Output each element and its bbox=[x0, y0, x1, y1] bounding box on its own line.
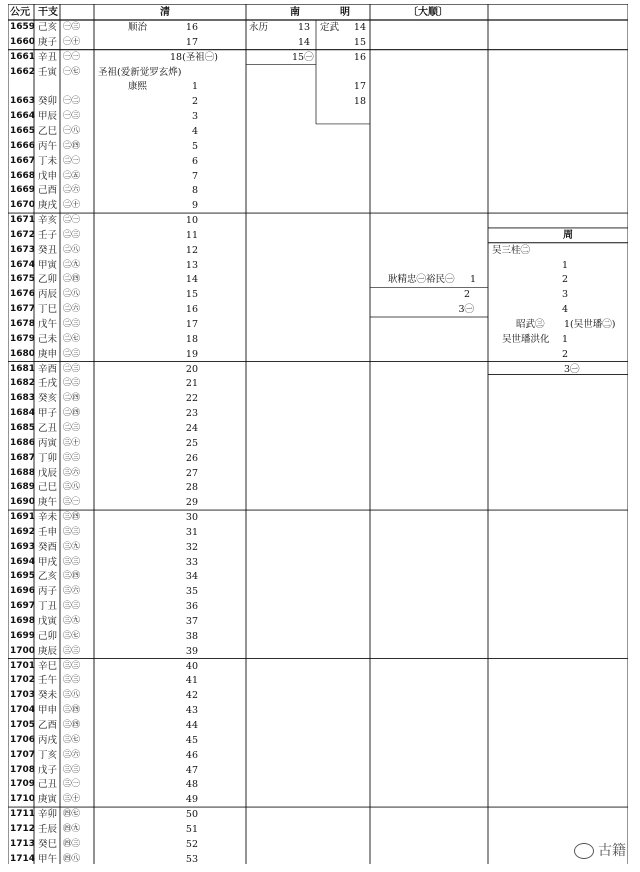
ganzhi-cell: 甲寅 bbox=[38, 259, 58, 271]
cycle-marker-cell: ㊁㊅ bbox=[63, 304, 81, 315]
cycle-marker-cell: ㊂㊂ bbox=[63, 556, 81, 567]
year-cell: 1666 bbox=[10, 140, 36, 151]
qing-kangxi-year: 32 bbox=[185, 541, 198, 553]
ganzhi-cell: 戊辰 bbox=[38, 467, 58, 479]
year-cell: 1696 bbox=[10, 586, 36, 597]
cycle-marker-cell: ㊁㊂ bbox=[63, 229, 81, 240]
cycle-marker-cell: ㊂㊅ bbox=[63, 467, 81, 478]
ganzhi-cell: 辛酉 bbox=[38, 363, 58, 375]
cycle-marker-cell: ㊃㊆ bbox=[63, 809, 81, 820]
wechat-icon bbox=[574, 843, 594, 859]
nanming-yongli-15: 15㊀ bbox=[292, 51, 314, 63]
header-nanming-2: 明 bbox=[340, 7, 350, 18]
cycle-marker-cell: ㊃㊈ bbox=[63, 823, 81, 834]
year-cell: 1697 bbox=[10, 601, 36, 612]
cycle-marker-cell: ㊂㊈ bbox=[63, 616, 81, 626]
ganzhi-cell: 癸亥 bbox=[38, 393, 58, 405]
year-cell: 1685 bbox=[10, 422, 36, 433]
ganzhi-cell: 壬午 bbox=[38, 675, 58, 687]
year-cell: 1679 bbox=[10, 333, 36, 344]
qing-shunzhi-16: 16 bbox=[185, 22, 198, 33]
qing-kangxi-year: 33 bbox=[185, 556, 198, 568]
year-cell: 1661 bbox=[10, 51, 36, 62]
cycle-marker-cell: ㊁㊂ bbox=[63, 319, 81, 329]
qing-kangxi-year: 38 bbox=[185, 630, 198, 642]
ganzhi-cell: 壬申 bbox=[38, 526, 58, 538]
qing-kangxi-year: 44 bbox=[185, 719, 198, 731]
qing-shunzhi-17: 17 bbox=[185, 36, 198, 48]
cycle-marker-cell: ㊂㊉ bbox=[63, 794, 81, 805]
cycle-marker-cell: ㊂㊈ bbox=[63, 541, 81, 552]
ganzhi-cell: 癸巳 bbox=[38, 838, 58, 850]
ganzhi-cell: 辛未 bbox=[38, 512, 58, 524]
qing-kangxi-label: 康熙 bbox=[128, 81, 148, 93]
ganzhi-cell: 戊子 bbox=[38, 764, 58, 776]
year-cell: 1676 bbox=[10, 289, 36, 300]
ganzhi-cell: 庚戌 bbox=[38, 200, 58, 212]
cycle-marker-cell: ㊀㊂ bbox=[63, 111, 81, 122]
year-cell: 1680 bbox=[10, 348, 36, 359]
zhou-honghua-1: 1 bbox=[561, 333, 568, 345]
qing-kangxi-year: 13 bbox=[185, 259, 198, 271]
cycle-marker-cell: ㊁㊃ bbox=[63, 408, 81, 419]
year-cell: 1660 bbox=[10, 36, 36, 47]
ganzhi-cell: 庚午 bbox=[38, 497, 58, 509]
year-cell: 1670 bbox=[10, 200, 36, 211]
qing-kangxi-year: 29 bbox=[185, 497, 198, 509]
cycle-marker-cell: ㊂㊅ bbox=[63, 586, 81, 597]
year-cell: 1707 bbox=[10, 749, 36, 760]
qing-kangxi-year: 15 bbox=[185, 289, 198, 301]
year-cell: 1708 bbox=[10, 764, 36, 775]
header-ganzhi: 干支 bbox=[38, 7, 58, 18]
chronology-table bbox=[8, 4, 628, 864]
year-cell: 1710 bbox=[10, 794, 36, 805]
qing-kangxi-year: 30 bbox=[185, 512, 198, 524]
ganzhi-cell: 甲午 bbox=[38, 853, 58, 865]
cycle-marker-cell: ㊂㊂ bbox=[63, 764, 81, 775]
ganzhi-cell: 丙子 bbox=[38, 586, 58, 598]
dashun-geng: 耿精忠㊀裕民㊀ bbox=[388, 274, 455, 286]
qing-kangxi-year: 5 bbox=[191, 140, 198, 152]
zhou-year: 3 bbox=[561, 289, 568, 301]
qing-kangxi-year: 10 bbox=[185, 215, 198, 227]
year-cell: 1675 bbox=[10, 274, 36, 285]
year-cell: 1669 bbox=[10, 185, 36, 196]
ganzhi-cell: 乙巳 bbox=[38, 125, 58, 137]
qing-shengzu-name: 圣祖(爱新觉罗玄烨) bbox=[98, 66, 182, 78]
cycle-marker-cell: ㊁㊈ bbox=[63, 259, 81, 270]
ganzhi-cell: 己丑 bbox=[38, 779, 58, 791]
qing-kangxi-year: 41 bbox=[185, 675, 198, 687]
ganzhi-cell: 壬子 bbox=[38, 229, 58, 241]
ganzhi-cell: 癸酉 bbox=[38, 541, 58, 553]
ganzhi-cell: 辛巳 bbox=[38, 660, 58, 672]
qing-kangxi-year: 52 bbox=[185, 838, 198, 850]
ganzhi-cell: 甲辰 bbox=[38, 111, 58, 123]
ganzhi-cell: 庚寅 bbox=[38, 794, 58, 806]
cycle-marker-cell: ㊂㊂ bbox=[63, 601, 81, 612]
cycle-marker-cell: ㊁㊃ bbox=[63, 393, 81, 404]
qing-kangxi-year: 25 bbox=[185, 437, 198, 449]
year-cell: 1709 bbox=[10, 779, 36, 790]
qing-kangxi-year: 27 bbox=[185, 467, 198, 479]
qing-kangxi-year: 40 bbox=[185, 660, 198, 672]
zhou-honghua-2: 2 bbox=[561, 348, 568, 360]
cycle-marker-cell: ㊂㊀ bbox=[63, 497, 81, 508]
qing-kangxi-year: 19 bbox=[185, 348, 198, 360]
year-cell: 1705 bbox=[10, 719, 36, 730]
year-cell: 1659 bbox=[10, 22, 36, 32]
year-cell: 1682 bbox=[10, 378, 36, 389]
nanming-yongli-label: 永历 bbox=[249, 22, 269, 33]
ganzhi-cell: 庚辰 bbox=[38, 645, 58, 657]
cycle-marker-cell: ㊂㊇ bbox=[63, 690, 81, 701]
year-cell: 1711 bbox=[10, 809, 36, 820]
qing-kangxi-year: 3 bbox=[191, 111, 198, 123]
year-cell: 1690 bbox=[10, 497, 36, 508]
ganzhi-cell: 甲申 bbox=[38, 705, 58, 717]
ganzhi-cell: 壬寅 bbox=[38, 66, 58, 78]
cycle-marker-cell: ㊂㊂ bbox=[63, 526, 81, 537]
cycle-marker-cell: ㊁㊇ bbox=[63, 244, 81, 255]
year-cell: 1698 bbox=[10, 616, 36, 626]
nanming-dingwu-year: 15 bbox=[353, 36, 366, 48]
nanming-yongli-14: 14 bbox=[298, 36, 311, 48]
zhou-wusangui: 吴三桂㊁ bbox=[492, 244, 531, 256]
ganzhi-cell: 己未 bbox=[38, 333, 58, 345]
ganzhi-cell: 己亥 bbox=[38, 22, 58, 33]
ganzhi-cell: 丁丑 bbox=[38, 601, 58, 613]
header-dashun: 〔大顺〕 bbox=[408, 7, 448, 18]
nanming-dingwu-year: 18 bbox=[353, 96, 366, 108]
qing-kangxi-year: 18 bbox=[185, 333, 198, 345]
year-cell: 1713 bbox=[10, 838, 36, 849]
year-cell: 1678 bbox=[10, 319, 36, 329]
ganzhi-cell: 乙亥 bbox=[38, 571, 58, 583]
qing-kangxi-year: 2 bbox=[191, 96, 198, 108]
cycle-marker-cell: ㊁㊂ bbox=[63, 378, 81, 389]
zhou-zhaowu-1: 1(吴世璠㊁) bbox=[564, 319, 616, 330]
year-cell: 1701 bbox=[10, 660, 36, 671]
year-cell: 1672 bbox=[10, 229, 36, 240]
ganzhi-cell: 丙戌 bbox=[38, 734, 58, 746]
ganzhi-cell: 癸丑 bbox=[38, 244, 58, 256]
watermark bbox=[574, 840, 626, 860]
ganzhi-cell: 辛亥 bbox=[38, 215, 58, 227]
qing-kangxi-year: 39 bbox=[185, 645, 198, 657]
qing-kangxi-year: 42 bbox=[185, 690, 198, 702]
qing-kangxi-year: 9 bbox=[191, 200, 198, 212]
qing-kangxi-year: 36 bbox=[185, 601, 198, 613]
cycle-marker-cell: ㊂㊂ bbox=[63, 452, 81, 463]
nanming-dingwu-year: 17 bbox=[353, 81, 366, 93]
zhou-zhaowu: 昭武㊂ bbox=[516, 319, 545, 330]
nanming-dingwu-year: 14 bbox=[353, 22, 366, 33]
year-cell: 1667 bbox=[10, 155, 36, 166]
ganzhi-cell: 辛丑 bbox=[38, 51, 58, 63]
qing-kangxi-year: 34 bbox=[185, 571, 198, 583]
qing-kangxi-year: 31 bbox=[185, 526, 198, 538]
cycle-marker-cell: ㊂㊃ bbox=[63, 512, 81, 523]
qing-kangxi-year: 46 bbox=[185, 749, 198, 761]
qing-kangxi-year: 8 bbox=[191, 185, 198, 197]
ganzhi-cell: 丙寅 bbox=[38, 437, 58, 449]
header-qing: 清 bbox=[160, 7, 170, 18]
year-cell: 1704 bbox=[10, 705, 36, 716]
qing-shunzhi-label: 顺治 bbox=[128, 22, 148, 33]
cycle-marker-cell: ㊀㊇ bbox=[63, 125, 81, 136]
qing-kangxi-year: 28 bbox=[185, 482, 198, 494]
cycle-marker-cell: ㊂㊇ bbox=[63, 482, 81, 493]
year-cell: 1662 bbox=[10, 66, 36, 77]
qing-kangxi-year: 20 bbox=[185, 363, 198, 375]
qing-kangxi-year: 22 bbox=[185, 393, 198, 405]
qing-shunzhi-18: 18(圣祖㊀) bbox=[170, 51, 219, 63]
year-cell: 1693 bbox=[10, 541, 36, 552]
qing-kangxi-year: 21 bbox=[185, 378, 198, 390]
cycle-marker-cell: ㊂㊃ bbox=[63, 719, 81, 730]
ganzhi-cell: 己卯 bbox=[38, 630, 58, 642]
ganzhi-cell: 丁卯 bbox=[38, 452, 58, 464]
ganzhi-cell: 甲戌 bbox=[38, 556, 58, 568]
zhou-year: 2 bbox=[561, 274, 568, 286]
year-cell: 1694 bbox=[10, 556, 36, 567]
year-cell: 1683 bbox=[10, 393, 36, 404]
year-cell: 1668 bbox=[10, 170, 36, 181]
qing-kangxi-year: 1 bbox=[191, 81, 198, 93]
qing-kangxi-year: 35 bbox=[185, 586, 198, 598]
year-cell: 1663 bbox=[10, 96, 36, 107]
zhou-year: 4 bbox=[561, 304, 568, 316]
dashun-1: 1 bbox=[470, 274, 477, 286]
qing-kangxi-year: 50 bbox=[185, 809, 198, 821]
year-cell: 1706 bbox=[10, 734, 36, 745]
ganzhi-cell: 乙丑 bbox=[38, 422, 58, 434]
cycle-marker-cell: ㊂㊉ bbox=[63, 437, 81, 448]
year-cell: 1671 bbox=[10, 215, 36, 226]
cycle-marker-cell: ㊁㊃ bbox=[63, 274, 81, 285]
cycle-marker-cell: ㊃㊂ bbox=[63, 838, 81, 849]
qing-kangxi-year: 37 bbox=[185, 616, 198, 627]
cycle-marker-cell: ㊂㊆ bbox=[63, 630, 81, 641]
cycle-marker-cell: ㊁㊆ bbox=[63, 333, 81, 344]
year-cell: 1691 bbox=[10, 512, 36, 523]
header-year: 公元 bbox=[10, 7, 30, 18]
year-cell: 1712 bbox=[10, 823, 36, 834]
ganzhi-cell: 甲子 bbox=[38, 408, 58, 420]
cycle-marker-cell: ㊃㊇ bbox=[63, 853, 81, 864]
qing-kangxi-year: 53 bbox=[185, 853, 198, 865]
qing-kangxi-year: 4 bbox=[191, 125, 198, 137]
zhou-year: 1 bbox=[561, 259, 568, 271]
cycle-marker-cell: ㊁㊉ bbox=[63, 200, 81, 211]
dashun-3: 3㊀ bbox=[458, 304, 474, 316]
qing-kangxi-year: 48 bbox=[185, 779, 198, 791]
cycle-marker-cell: ㊀㊂ bbox=[63, 22, 81, 32]
qing-kangxi-year: 14 bbox=[185, 274, 198, 286]
year-cell: 1695 bbox=[10, 571, 36, 582]
ganzhi-cell: 乙卯 bbox=[38, 274, 58, 286]
qing-kangxi-year: 6 bbox=[191, 155, 198, 167]
cycle-marker-cell: ㊂㊅ bbox=[63, 749, 81, 760]
ganzhi-cell: 丙午 bbox=[38, 140, 58, 152]
ganzhi-cell: 丁巳 bbox=[38, 304, 58, 316]
ganzhi-cell: 己酉 bbox=[38, 185, 58, 197]
year-cell: 1702 bbox=[10, 675, 36, 686]
cycle-marker-cell: ㊂㊃ bbox=[63, 571, 81, 582]
cycle-marker-cell: ㊁㊅ bbox=[63, 185, 81, 196]
year-cell: 1692 bbox=[10, 526, 36, 537]
year-cell: 1689 bbox=[10, 482, 36, 493]
year-cell: 1700 bbox=[10, 645, 36, 656]
ganzhi-cell: 戊申 bbox=[38, 170, 58, 182]
qing-kangxi-year: 51 bbox=[185, 823, 198, 835]
cycle-marker-cell: ㊀㊆ bbox=[63, 66, 81, 77]
year-cell: 1681 bbox=[10, 363, 36, 374]
cycle-marker-cell: ㊂㊆ bbox=[63, 734, 81, 745]
year-cell: 1664 bbox=[10, 111, 36, 122]
cycle-marker-cell: ㊁㊂ bbox=[63, 363, 81, 374]
cycle-marker-cell: ㊁㊄ bbox=[63, 170, 81, 181]
qing-kangxi-year: 23 bbox=[185, 408, 198, 420]
header-zhou: 周 bbox=[563, 229, 573, 241]
table-grid bbox=[8, 4, 628, 864]
cycle-marker-cell: ㊂㊂ bbox=[63, 660, 81, 671]
ganzhi-cell: 乙酉 bbox=[38, 719, 58, 731]
cycle-marker-cell: ㊂㊃ bbox=[63, 705, 81, 716]
qing-kangxi-year: 49 bbox=[185, 794, 198, 806]
cycle-marker-cell: ㊁㊀ bbox=[63, 215, 81, 226]
qing-kangxi-year: 7 bbox=[191, 170, 198, 182]
ganzhi-cell: 戊寅 bbox=[38, 616, 58, 627]
qing-kangxi-year: 26 bbox=[185, 452, 198, 464]
cycle-marker-cell: ㊀㊉ bbox=[63, 36, 81, 47]
year-cell: 1714 bbox=[10, 853, 36, 864]
qing-kangxi-year: 16 bbox=[185, 304, 198, 316]
cycle-marker-cell: ㊁㊇ bbox=[63, 289, 81, 300]
ganzhi-cell: 壬戌 bbox=[38, 378, 58, 390]
cycle-marker-cell: ㊀㊀ bbox=[63, 51, 81, 62]
cycle-marker-cell: ㊂㊂ bbox=[63, 645, 81, 656]
ganzhi-cell: 庚子 bbox=[38, 36, 58, 48]
year-cell: 1688 bbox=[10, 467, 36, 478]
cycle-marker-cell: ㊀㊁ bbox=[63, 96, 81, 107]
year-cell: 1674 bbox=[10, 259, 36, 270]
ganzhi-cell: 壬辰 bbox=[38, 823, 58, 835]
qing-kangxi-year: 43 bbox=[185, 705, 198, 717]
cycle-marker-cell: ㊁㊂ bbox=[63, 348, 81, 359]
cycle-marker-cell: ㊁㊃ bbox=[63, 140, 81, 151]
qing-kangxi-year: 24 bbox=[185, 422, 198, 434]
nanming-yongli-13: 13 bbox=[298, 22, 311, 33]
ganzhi-cell: 丁未 bbox=[38, 155, 58, 167]
year-cell: 1677 bbox=[10, 304, 36, 315]
year-cell: 1703 bbox=[10, 690, 36, 701]
zhou-honghua: 吴世璠洪化 bbox=[502, 333, 550, 345]
ganzhi-cell: 癸未 bbox=[38, 690, 58, 702]
zhou-honghua-3: 3㊀ bbox=[564, 363, 580, 375]
qing-kangxi-year: 17 bbox=[185, 319, 198, 330]
year-cell: 1673 bbox=[10, 244, 36, 255]
header-nanming-1: 南 bbox=[290, 7, 300, 18]
year-cell: 1699 bbox=[10, 630, 36, 641]
ganzhi-cell: 庚申 bbox=[38, 348, 58, 360]
cycle-marker-cell: ㊂㊀ bbox=[63, 779, 81, 790]
ganzhi-cell: 己巳 bbox=[38, 482, 58, 494]
ganzhi-cell: 辛卯 bbox=[38, 809, 58, 821]
ganzhi-cell: 戊午 bbox=[38, 319, 58, 330]
qing-kangxi-year: 12 bbox=[185, 244, 198, 256]
ganzhi-cell: 丁亥 bbox=[38, 749, 58, 761]
year-cell: 1684 bbox=[10, 408, 36, 419]
year-cell: 1686 bbox=[10, 437, 36, 448]
nanming-dingwu-label: 定武 bbox=[320, 22, 340, 33]
watermark-text: 古籍 bbox=[598, 843, 626, 859]
nanming-dingwu-year: 16 bbox=[353, 51, 366, 63]
year-cell: 1687 bbox=[10, 452, 36, 463]
qing-kangxi-year: 11 bbox=[185, 229, 198, 241]
dashun-2: 2 bbox=[463, 289, 470, 301]
qing-kangxi-year: 45 bbox=[185, 734, 198, 746]
cycle-marker-cell: ㊂㊂ bbox=[63, 675, 81, 686]
year-cell: 1665 bbox=[10, 125, 36, 136]
cycle-marker-cell: ㊁㊂ bbox=[63, 422, 81, 433]
qing-kangxi-year: 47 bbox=[185, 764, 198, 776]
ganzhi-cell: 癸卯 bbox=[38, 96, 58, 108]
ganzhi-cell: 丙辰 bbox=[38, 289, 58, 301]
cycle-marker-cell: ㊁㊀ bbox=[63, 155, 81, 166]
